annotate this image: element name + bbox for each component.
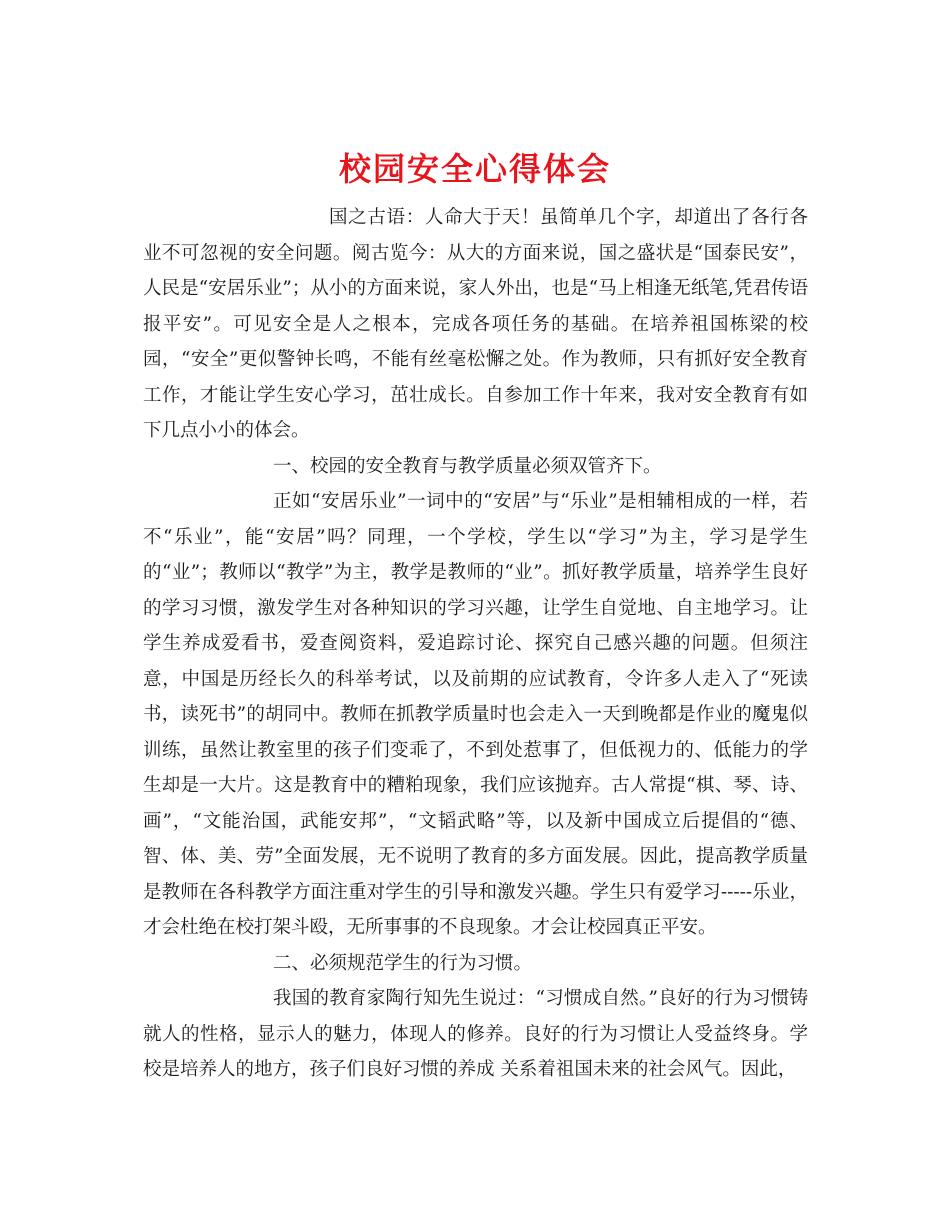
document-body [143,200,808,1088]
paragraph-section-1: 正如“安居乐业”一词中的“安居”与“乐业”是相辅相成的一样，若不“乐业”，能“安居”吗？同理，一个学校，学生以“学习”为主，学习是学生的“业”；教师以“教学”为主，教学是教师的“业”。抓好教学质量，培养学生良好的学习习惯，激发学生对各种知识的学习兴趣，让学生自觉地、自主地学习。让学生养成爱看书，爱查阅资料，爱追踪讨论、探究自己感兴趣的问题。但须注意，中国是历经长久的科举考试，以及前期的应试教育，令许多人走入了“死读书，读死书”的胡同中。教师在抓教学质量时也会走入一天到晚都是作业的魔鬼似训练，虽然让教室里的孩子们变乖了，不到处惹事了，但低视力的、低能力的学生却是一大片。这是教育中的糟粕现象，我们应该抛弃。古人常提“棋、琴、诗、画”，“文能治国，武能安邦”，“文韬武略”等，以及新中国成立后提倡的“德、智、体、美、劳”全面发展，无不说明了教育的多方面发展。因此，提高教学质量是教师在各科教学方面注重对学生的引导和激发兴趣。学生只有爱学习-----乐业，才会杜绝在校打架斗殴，无所事事的不良现象。才会让校园真正平安。 [143,491,808,938]
section-heading-1: 一、校园的安全教育与教学质量必须双管齐下。 [273,455,662,477]
paragraph-section-2: 我国的教育家陶行知先生说过：“习惯成自然。”良好的行为习惯铸就人的性格，显示人的魅力，体现人的修养。良好的行为习惯让人受益终身。学校是培养人的地方，孩子们良好习惯的养成 关系着祖国未来的社会风气。因此， [143,988,808,1080]
paragraph-intro: 国之古语：人命大于天！虽简单几个字，却道出了各行各业不可忽视的安全问题。阅古览今：从大的方面来说，国之盛状是“国泰民安”，人民是“安居乐业”；从小的方面来说，家人外出，也是“马上相逢无纸笔,凭君传语报平安”。可见安全是人之根本，完成各项任务的基础。在培养祖国栋梁的校园，“安全”更似警钟长鸣，不能有丝毫松懈之处。作为教师，只有抓好安全教育工作，才能让学生安心学习，茁壮成长。自参加工作十年来，我对安全教育有如下几点小小的体会。 [143,207,808,441]
section-heading-2: 二、必须规范学生的行为习惯。 [273,952,533,974]
document-title: 校园安全心得体会 [338,150,611,189]
